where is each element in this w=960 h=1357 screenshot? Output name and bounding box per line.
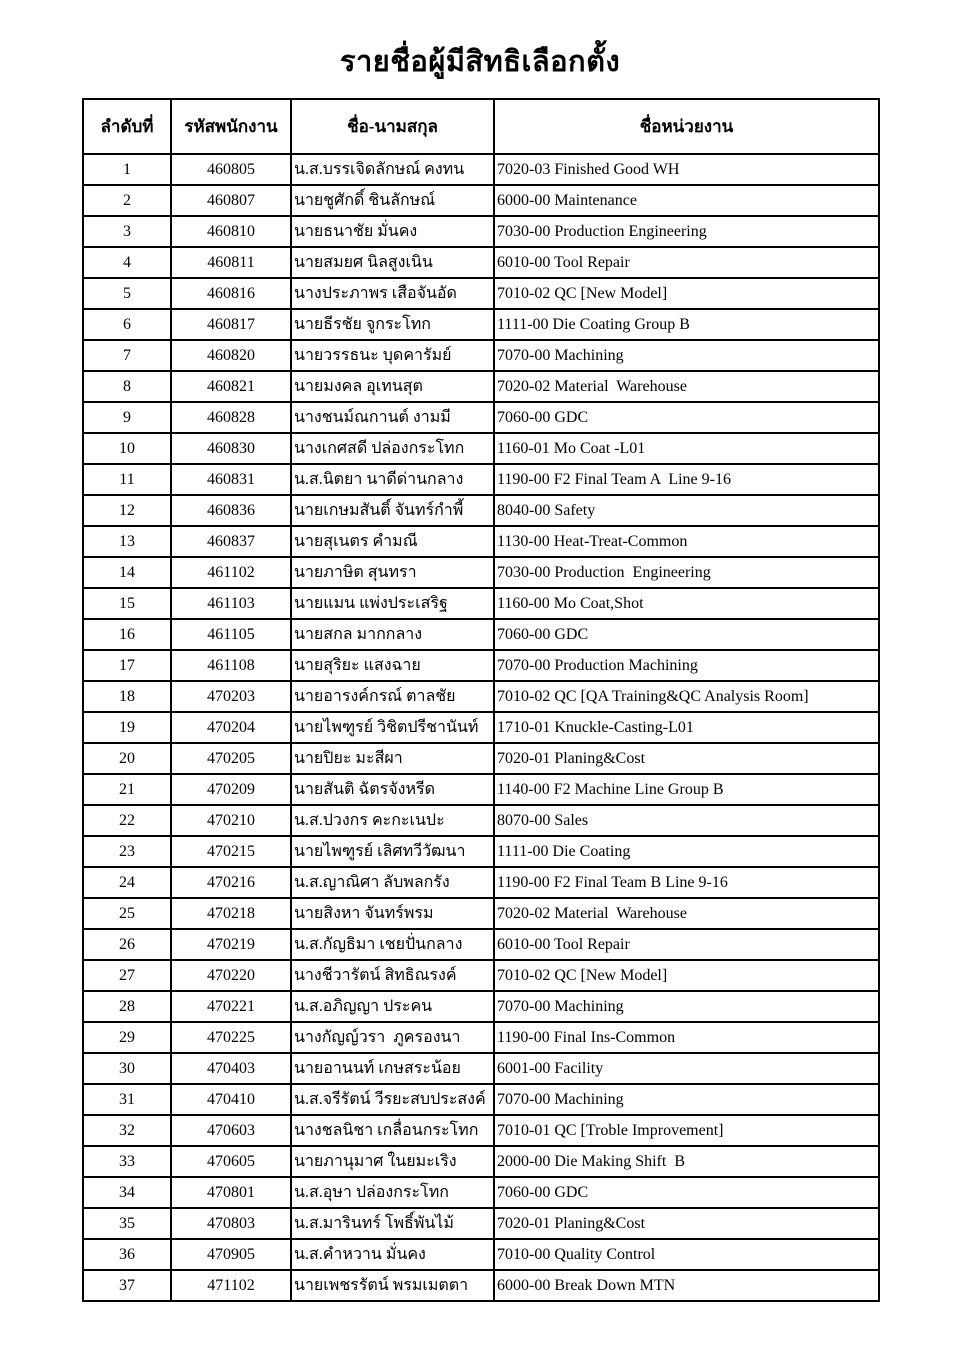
row-number-cell: 36 bbox=[83, 1239, 171, 1270]
row-number-cell: 5 bbox=[83, 278, 171, 309]
employee-name-cell: นายอารงค์กรณ์ ตาลชัย bbox=[291, 681, 494, 712]
employee-id-cell: 470603 bbox=[171, 1115, 291, 1146]
table-row bbox=[83, 185, 879, 216]
row-number-cell: 29 bbox=[83, 1022, 171, 1053]
row-number-cell: 35 bbox=[83, 1208, 171, 1239]
department-cell: 8040-00 Safety bbox=[494, 495, 879, 526]
employee-id-cell: 460837 bbox=[171, 526, 291, 557]
employee-id-cell: 460810 bbox=[171, 216, 291, 247]
employee-id-cell: 460821 bbox=[171, 371, 291, 402]
table-row bbox=[83, 743, 879, 774]
department-cell: 7060-00 GDC bbox=[494, 619, 879, 650]
table-row bbox=[83, 1177, 879, 1208]
department-cell: 7070-00 Machining bbox=[494, 991, 879, 1022]
department-cell: 7020-02 Material Warehouse bbox=[494, 898, 879, 929]
employee-name-cell: นายวรรธนะ บุดคารัมย์ bbox=[291, 340, 494, 371]
page-title: รายชื่อผู้มีสิทธิเลือกตั้ง bbox=[339, 46, 621, 78]
row-number-cell: 8 bbox=[83, 371, 171, 402]
employee-id-cell: 470221 bbox=[171, 991, 291, 1022]
department-cell: 1190-00 F2 Final Team A Line 9-16 bbox=[494, 464, 879, 495]
row-number-cell: 17 bbox=[83, 650, 171, 681]
voter-table-header bbox=[83, 99, 879, 154]
employee-id-cell: 460820 bbox=[171, 340, 291, 371]
employee-id-cell: 470803 bbox=[171, 1208, 291, 1239]
table-row bbox=[83, 154, 879, 185]
employee-id-cell: 461102 bbox=[171, 557, 291, 588]
row-number-cell: 32 bbox=[83, 1115, 171, 1146]
employee-name-cell: นางกัญญ์วรา ภูครองนา bbox=[291, 1022, 494, 1053]
department-cell: 6010-00 Tool Repair bbox=[494, 247, 879, 278]
employee-id-cell: 461108 bbox=[171, 650, 291, 681]
employee-name-cell: นายสกล มากกลาง bbox=[291, 619, 494, 650]
row-number-cell: 30 bbox=[83, 1053, 171, 1084]
table-row bbox=[83, 309, 879, 340]
table-row bbox=[83, 712, 879, 743]
department-cell: 7030-00 Production Engineering bbox=[494, 557, 879, 588]
department-cell: 1160-01 Mo Coat -L01 bbox=[494, 433, 879, 464]
department-cell: 7010-02 QC [New Model] bbox=[494, 278, 879, 309]
table-row bbox=[83, 464, 879, 495]
employee-id-cell: 470218 bbox=[171, 898, 291, 929]
row-number-cell: 18 bbox=[83, 681, 171, 712]
table-row bbox=[83, 278, 879, 309]
employee-id-cell: 470605 bbox=[171, 1146, 291, 1177]
table-row bbox=[83, 991, 879, 1022]
department-cell: 7030-00 Production Engineering bbox=[494, 216, 879, 247]
employee-id-cell: 470220 bbox=[171, 960, 291, 991]
department-cell: 7070-00 Production Machining bbox=[494, 650, 879, 681]
voter-table-container bbox=[82, 98, 878, 1302]
employee-id-cell: 460816 bbox=[171, 278, 291, 309]
department-cell: 2000-00 Die Making Shift B bbox=[494, 1146, 879, 1177]
row-number-cell: 20 bbox=[83, 743, 171, 774]
employee-id-cell: 460811 bbox=[171, 247, 291, 278]
employee-id-cell: 471102 bbox=[171, 1270, 291, 1301]
employee-name-cell: นายปิยะ มะสีผา bbox=[291, 743, 494, 774]
employee-name-cell: นายเกษมสันติ์ จันทร์กำพี้ bbox=[291, 495, 494, 526]
table-row bbox=[83, 960, 879, 991]
department-cell: 7020-02 Material Warehouse bbox=[494, 371, 879, 402]
employee-name-cell: นายไพฑูรย์ วิชิตปรีชานันท์ bbox=[291, 712, 494, 743]
department-cell: 7010-02 QC [QA Training&QC Analysis Room] bbox=[494, 681, 879, 712]
row-number-cell: 15 bbox=[83, 588, 171, 619]
table-row bbox=[83, 929, 879, 960]
department-cell: 1111-00 Die Coating Group B bbox=[494, 309, 879, 340]
employee-id-cell: 470204 bbox=[171, 712, 291, 743]
employee-id-cell: 460831 bbox=[171, 464, 291, 495]
employee-id-cell: 460817 bbox=[171, 309, 291, 340]
row-number-cell: 10 bbox=[83, 433, 171, 464]
row-number-cell: 9 bbox=[83, 402, 171, 433]
row-number-cell: 16 bbox=[83, 619, 171, 650]
header-department: ชื่อหน่วยงาน bbox=[494, 99, 879, 154]
employee-name-cell: น.ส.บรรเจิดลักษณ์ คงทน bbox=[291, 154, 494, 185]
employee-name-cell: นางชีวารัตน์ สิทธิณรงค์ bbox=[291, 960, 494, 991]
row-number-cell: 12 bbox=[83, 495, 171, 526]
header-no: ลำดับที่ bbox=[83, 99, 171, 154]
row-number-cell: 24 bbox=[83, 867, 171, 898]
table-row bbox=[83, 371, 879, 402]
row-number-cell: 4 bbox=[83, 247, 171, 278]
table-row bbox=[83, 433, 879, 464]
employee-name-cell: นางเกศสดี ปล่องกระโทก bbox=[291, 433, 494, 464]
table-row bbox=[83, 1270, 879, 1301]
row-number-cell: 25 bbox=[83, 898, 171, 929]
employee-id-cell: 461105 bbox=[171, 619, 291, 650]
row-number-cell: 28 bbox=[83, 991, 171, 1022]
table-row bbox=[83, 340, 879, 371]
row-number-cell: 34 bbox=[83, 1177, 171, 1208]
voter-table-body bbox=[83, 154, 879, 1301]
department-cell: 8070-00 Sales bbox=[494, 805, 879, 836]
department-cell: 7020-01 Planing&Cost bbox=[494, 743, 879, 774]
department-cell: 1710-01 Knuckle-Casting-L01 bbox=[494, 712, 879, 743]
row-number-cell: 21 bbox=[83, 774, 171, 805]
employee-id-cell: 470216 bbox=[171, 867, 291, 898]
department-cell: 1160-00 Mo Coat,Shot bbox=[494, 588, 879, 619]
table-row bbox=[83, 1053, 879, 1084]
employee-id-cell: 470410 bbox=[171, 1084, 291, 1115]
row-number-cell: 11 bbox=[83, 464, 171, 495]
employee-name-cell: น.ส.คำหวาน มั่นคง bbox=[291, 1239, 494, 1270]
department-cell: 7010-00 Quality Control bbox=[494, 1239, 879, 1270]
employee-name-cell: นายมงคล อุเทนสุต bbox=[291, 371, 494, 402]
table-row bbox=[83, 495, 879, 526]
row-number-cell: 27 bbox=[83, 960, 171, 991]
department-cell: 7060-00 GDC bbox=[494, 1177, 879, 1208]
employee-id-cell: 470205 bbox=[171, 743, 291, 774]
employee-name-cell: นายชูศักดิ์ ชินลักษณ์ bbox=[291, 185, 494, 216]
department-cell: 7010-01 QC [Troble Improvement] bbox=[494, 1115, 879, 1146]
table-row bbox=[83, 216, 879, 247]
employee-id-cell: 460836 bbox=[171, 495, 291, 526]
employee-id-cell: 460830 bbox=[171, 433, 291, 464]
row-number-cell: 31 bbox=[83, 1084, 171, 1115]
header-name: ชื่อ-นามสกุล bbox=[291, 99, 494, 154]
employee-name-cell: นายอานนท์ เกษสระน้อย bbox=[291, 1053, 494, 1084]
department-cell: 7020-03 Finished Good WH bbox=[494, 154, 879, 185]
employee-name-cell: นายสิงหา จันทร์พรม bbox=[291, 898, 494, 929]
department-cell: 7020-01 Planing&Cost bbox=[494, 1208, 879, 1239]
department-cell: 7060-00 GDC bbox=[494, 402, 879, 433]
employee-name-cell: นายสุริยะ แสงฉาย bbox=[291, 650, 494, 681]
row-number-cell: 2 bbox=[83, 185, 171, 216]
table-row bbox=[83, 1208, 879, 1239]
employee-id-cell: 460805 bbox=[171, 154, 291, 185]
table-row bbox=[83, 898, 879, 929]
employee-id-cell: 470905 bbox=[171, 1239, 291, 1270]
table-row bbox=[83, 867, 879, 898]
header-employee-id: รหัสพนักงาน bbox=[171, 99, 291, 154]
table-row bbox=[83, 1115, 879, 1146]
employee-id-cell: 470209 bbox=[171, 774, 291, 805]
table-row bbox=[83, 650, 879, 681]
department-cell: 7070-00 Machining bbox=[494, 340, 879, 371]
row-number-cell: 3 bbox=[83, 216, 171, 247]
department-cell: 1130-00 Heat-Treat-Common bbox=[494, 526, 879, 557]
row-number-cell: 37 bbox=[83, 1270, 171, 1301]
table-row bbox=[83, 402, 879, 433]
employee-id-cell: 470219 bbox=[171, 929, 291, 960]
employee-id-cell: 461103 bbox=[171, 588, 291, 619]
department-cell: 7070-00 Machining bbox=[494, 1084, 879, 1115]
employee-name-cell: นายภานุมาศ ในยมะเริง bbox=[291, 1146, 494, 1177]
table-row bbox=[83, 588, 879, 619]
employee-name-cell: นางประภาพร เสือจันอัด bbox=[291, 278, 494, 309]
employee-name-cell: นางชนม์ณกานต์ งามมี bbox=[291, 402, 494, 433]
employee-name-cell: นายธีรชัย จูกระโทก bbox=[291, 309, 494, 340]
department-cell: 6001-00 Facility bbox=[494, 1053, 879, 1084]
employee-name-cell: น.ส.กัญธิมา เชยปั่นกลาง bbox=[291, 929, 494, 960]
table-row bbox=[83, 619, 879, 650]
row-number-cell: 22 bbox=[83, 805, 171, 836]
employee-id-cell: 470215 bbox=[171, 836, 291, 867]
row-number-cell: 33 bbox=[83, 1146, 171, 1177]
row-number-cell: 13 bbox=[83, 526, 171, 557]
table-row bbox=[83, 1239, 879, 1270]
department-cell: 1190-00 Final Ins-Common bbox=[494, 1022, 879, 1053]
employee-name-cell: น.ส.จรีรัตน์ วีรยะสบประสงค์ bbox=[291, 1084, 494, 1115]
row-number-cell: 1 bbox=[83, 154, 171, 185]
table-row bbox=[83, 526, 879, 557]
voter-table bbox=[82, 98, 880, 1302]
row-number-cell: 7 bbox=[83, 340, 171, 371]
employee-name-cell: น.ส.มารินทร์ โพธิ์พันไม้ bbox=[291, 1208, 494, 1239]
row-number-cell: 6 bbox=[83, 309, 171, 340]
row-number-cell: 14 bbox=[83, 557, 171, 588]
department-cell: 7010-02 QC [New Model] bbox=[494, 960, 879, 991]
employee-name-cell: นางชลนิชา เกลื่อนกระโทก bbox=[291, 1115, 494, 1146]
department-cell: 6000-00 Break Down MTN bbox=[494, 1270, 879, 1301]
table-row bbox=[83, 805, 879, 836]
employee-name-cell: นายธนาชัย มั่นคง bbox=[291, 216, 494, 247]
header-row bbox=[83, 99, 879, 154]
employee-name-cell: นายไพฑูรย์ เลิศทวีวัฒนา bbox=[291, 836, 494, 867]
employee-name-cell: น.ส.อภิญญา ประคน bbox=[291, 991, 494, 1022]
employee-name-cell: นายสุเนตร คำมณี bbox=[291, 526, 494, 557]
table-row bbox=[83, 774, 879, 805]
row-number-cell: 19 bbox=[83, 712, 171, 743]
employee-name-cell: น.ส.อุษา ปล่องกระโทก bbox=[291, 1177, 494, 1208]
department-cell: 1111-00 Die Coating bbox=[494, 836, 879, 867]
employee-name-cell: นายสันติ ฉัตรจังหรีด bbox=[291, 774, 494, 805]
table-row bbox=[83, 836, 879, 867]
row-number-cell: 26 bbox=[83, 929, 171, 960]
employee-id-cell: 470801 bbox=[171, 1177, 291, 1208]
employee-name-cell: นายแมน แพ่งประเสริฐ bbox=[291, 588, 494, 619]
employee-id-cell: 470225 bbox=[171, 1022, 291, 1053]
department-cell: 6000-00 Maintenance bbox=[494, 185, 879, 216]
table-row bbox=[83, 681, 879, 712]
employee-name-cell: น.ส.นิตยา นาดีด่านกลาง bbox=[291, 464, 494, 495]
table-row bbox=[83, 1022, 879, 1053]
employee-name-cell: นายภาษิต สุนทรา bbox=[291, 557, 494, 588]
employee-id-cell: 460807 bbox=[171, 185, 291, 216]
table-row bbox=[83, 1146, 879, 1177]
employee-name-cell: น.ส.ญาณิศา ลับพลกรัง bbox=[291, 867, 494, 898]
department-cell: 1190-00 F2 Final Team B Line 9-16 bbox=[494, 867, 879, 898]
row-number-cell: 23 bbox=[83, 836, 171, 867]
employee-id-cell: 470203 bbox=[171, 681, 291, 712]
employee-name-cell: นายสมยศ นิลสูงเนิน bbox=[291, 247, 494, 278]
table-row bbox=[83, 1084, 879, 1115]
table-row bbox=[83, 247, 879, 278]
employee-id-cell: 460828 bbox=[171, 402, 291, 433]
employee-name-cell: น.ส.ปวงกร คะกะเนปะ bbox=[291, 805, 494, 836]
employee-name-cell: นายเพชรรัตน์ พรมเมตตา bbox=[291, 1270, 494, 1301]
table-row bbox=[83, 557, 879, 588]
employee-id-cell: 470403 bbox=[171, 1053, 291, 1084]
employee-id-cell: 470210 bbox=[171, 805, 291, 836]
department-cell: 6010-00 Tool Repair bbox=[494, 929, 879, 960]
department-cell: 1140-00 F2 Machine Line Group B bbox=[494, 774, 879, 805]
